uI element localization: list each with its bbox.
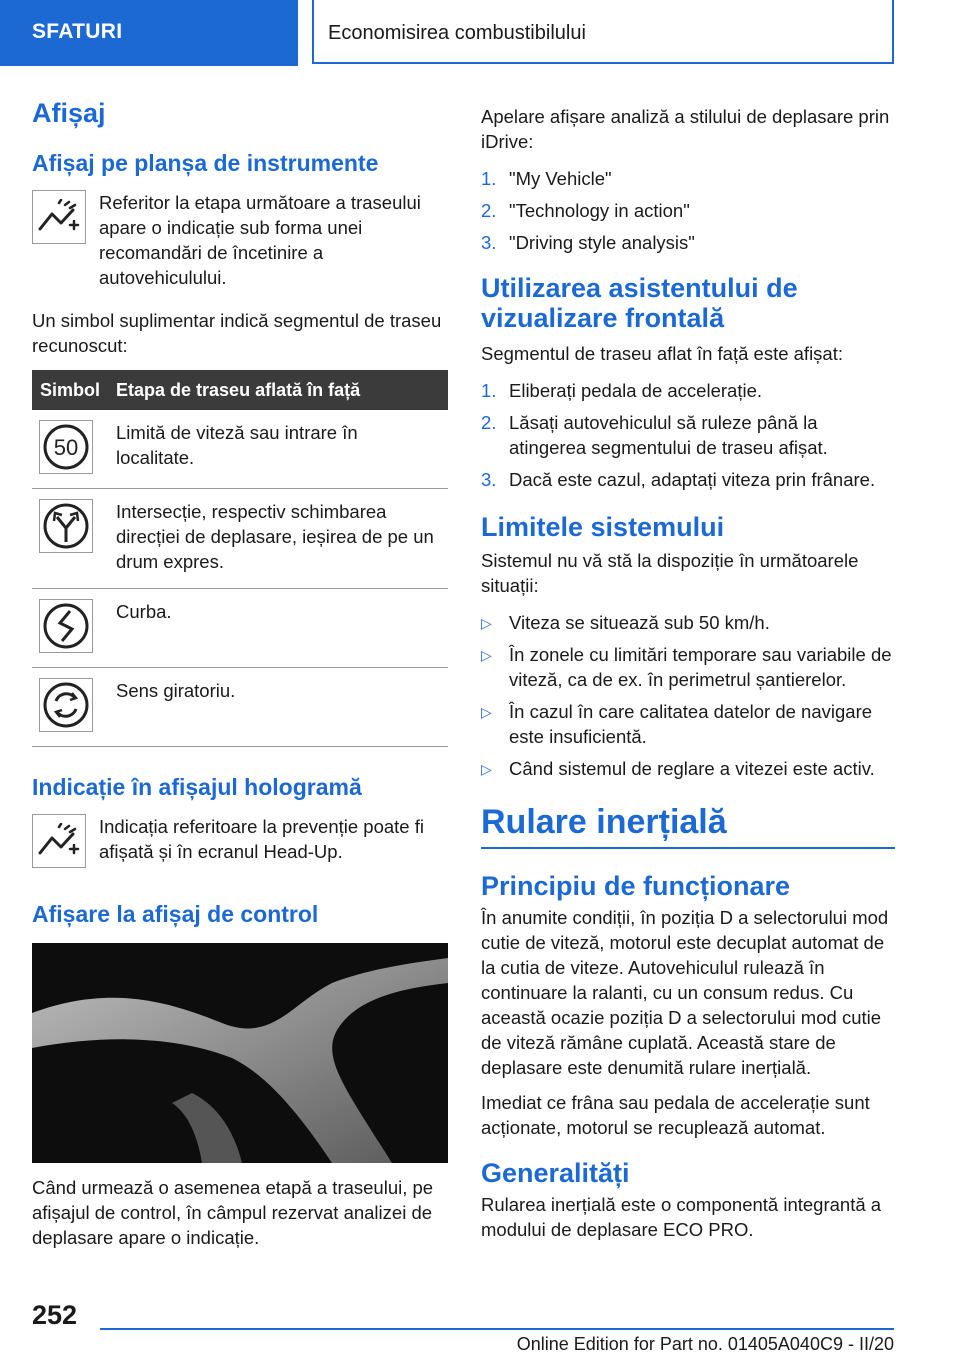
page-number: 252 — [32, 1300, 78, 1330]
heading-asistent: Utilizarea asistentului de vizualizare frontală — [481, 273, 798, 333]
col-etapa-header: Etapa de traseu aflată în față — [108, 370, 448, 410]
table-row — [32, 589, 448, 668]
table-row — [32, 410, 448, 489]
table-row — [32, 668, 448, 747]
list-item: ▷ În zonele cu limitări temporare sau variabile de viteză, ca de ex. în perimetrul șantierelor. — [481, 644, 892, 690]
heading-limite: Limitele sistemului — [481, 512, 725, 542]
control-text: Când urmează o asemenea etapă a traseului, pe afișajul de control, în câmpul rezervat analizei de deplasare apare o indicație. — [32, 1177, 434, 1248]
heading-holograma: Indicație în afișajul hologramă — [32, 774, 362, 800]
heading-afisaj: Afișaj — [32, 98, 106, 128]
list-item: 1. Eliberați pedala de accelerație. — [481, 380, 762, 401]
table-row — [32, 489, 448, 589]
holograma-row — [32, 814, 448, 868]
section-rule — [481, 801, 895, 849]
roundabout-icon — [39, 678, 93, 732]
control-display-image — [32, 943, 448, 1163]
list-item: 2. Lăsați autovehiculul să ruleze până la atingerea segmentului de traseu afișat. — [481, 412, 828, 458]
asistent-text: Segmentul de traseu aflat în față este afișat: — [481, 343, 843, 364]
row-text: Intersecție, respectiv schimbarea direcției de deplasare, ieșirea de pe un drum expres. — [108, 489, 448, 589]
slowdown-hint-icon — [32, 190, 86, 244]
list-item: 3. "Driving style analysis" — [481, 232, 695, 253]
holograma-text: Indicația referitoare la prevenție poate fi afișată și în ecranul Head-Up. — [99, 816, 424, 862]
heading-rulare: Rulare inerțială — [481, 803, 727, 841]
left-column — [32, 96, 448, 1250]
asistent-steps — [481, 378, 895, 492]
list-item: 1. "My Vehicle" — [481, 168, 612, 189]
limite-list — [481, 610, 895, 781]
idrive-text: Apelare afișare analiză a stilului de deplasare prin iDrive: — [481, 106, 890, 152]
idrive-steps — [481, 166, 895, 255]
heading-plansa: Afișaj pe planșa de instrumente — [32, 150, 379, 176]
heading-control: Afișare la afișaj de control — [32, 901, 319, 927]
intersection-icon — [39, 499, 93, 553]
header-chapter-label: Economisirea combustibilului — [328, 22, 586, 44]
symbol-table — [32, 370, 448, 747]
list-item: 3. Dacă este cazul, adaptați viteza prin frânare. — [481, 469, 876, 490]
list-item: 2. "Technology in action" — [481, 200, 690, 221]
row-text: Curba. — [108, 589, 448, 668]
principiu-text-2: Imediat ce frâna sau pedala de accelerație sunt acționate, motorul se recuplează automat. — [481, 1092, 870, 1138]
header-section-tab — [0, 0, 298, 66]
heading-principiu: Principiu de funcționare — [481, 871, 791, 901]
curve-icon — [39, 599, 93, 653]
col-symbol-header: Simbol — [32, 370, 108, 410]
right-column — [481, 104, 895, 1242]
row-text: Sens giratoriu. — [108, 668, 448, 747]
plansa-text: Referitor la etapa următoare a traseului apare o indicație sub forma unei recomandări de încetinire a autovehiculului. — [99, 192, 421, 288]
principiu-text-1: În anumite condiții, în poziția D a selectorului mod cutie de viteză, motorul este decuplat automat de la cutia de viteze. Autovehiculul rulează în continuare la ralanti, cu un consum redus. Cu această ocazie poziția D a selectorului mod cutie de viteză rămâne cuplată. Această stare de deplasare este denumită rulare inerțială. — [481, 907, 889, 1078]
slowdown-hint-icon — [32, 814, 86, 868]
header-section-label: SFATURI — [32, 20, 123, 43]
list-item: ▷ Când sistemul de reglare a vitezei este activ. — [481, 758, 875, 779]
table-intro-text: Un simbol suplimentar indică segmentul de traseu recunoscut: — [32, 310, 442, 356]
footer-edition: Online Edition for Part no. 01405A040C9 - II/20 — [516, 1334, 894, 1354]
header-chapter-box — [312, 0, 894, 64]
symbol-table-header — [32, 370, 448, 410]
limite-text: Sistemul nu vă stă la dispoziție în următoarele situații: — [481, 550, 859, 596]
plansa-row — [32, 190, 448, 290]
speed-limit-icon — [39, 420, 93, 474]
heading-generalitati: Generalități — [481, 1158, 630, 1188]
list-item: ▷ Viteza se situează sub 50 km/h. — [481, 612, 770, 633]
footer-rule — [100, 1328, 894, 1330]
speed-limit-value: 50 — [53, 435, 79, 460]
list-item: ▷ În cazul în care calitatea datelor de navigare este insuficientă. — [481, 701, 873, 747]
row-text: Limită de viteză sau intrare în localitate. — [108, 410, 448, 489]
generalitati-text: Rularea inerțială este o componentă integrantă a modului de deplasare ECO PRO. — [481, 1194, 882, 1240]
